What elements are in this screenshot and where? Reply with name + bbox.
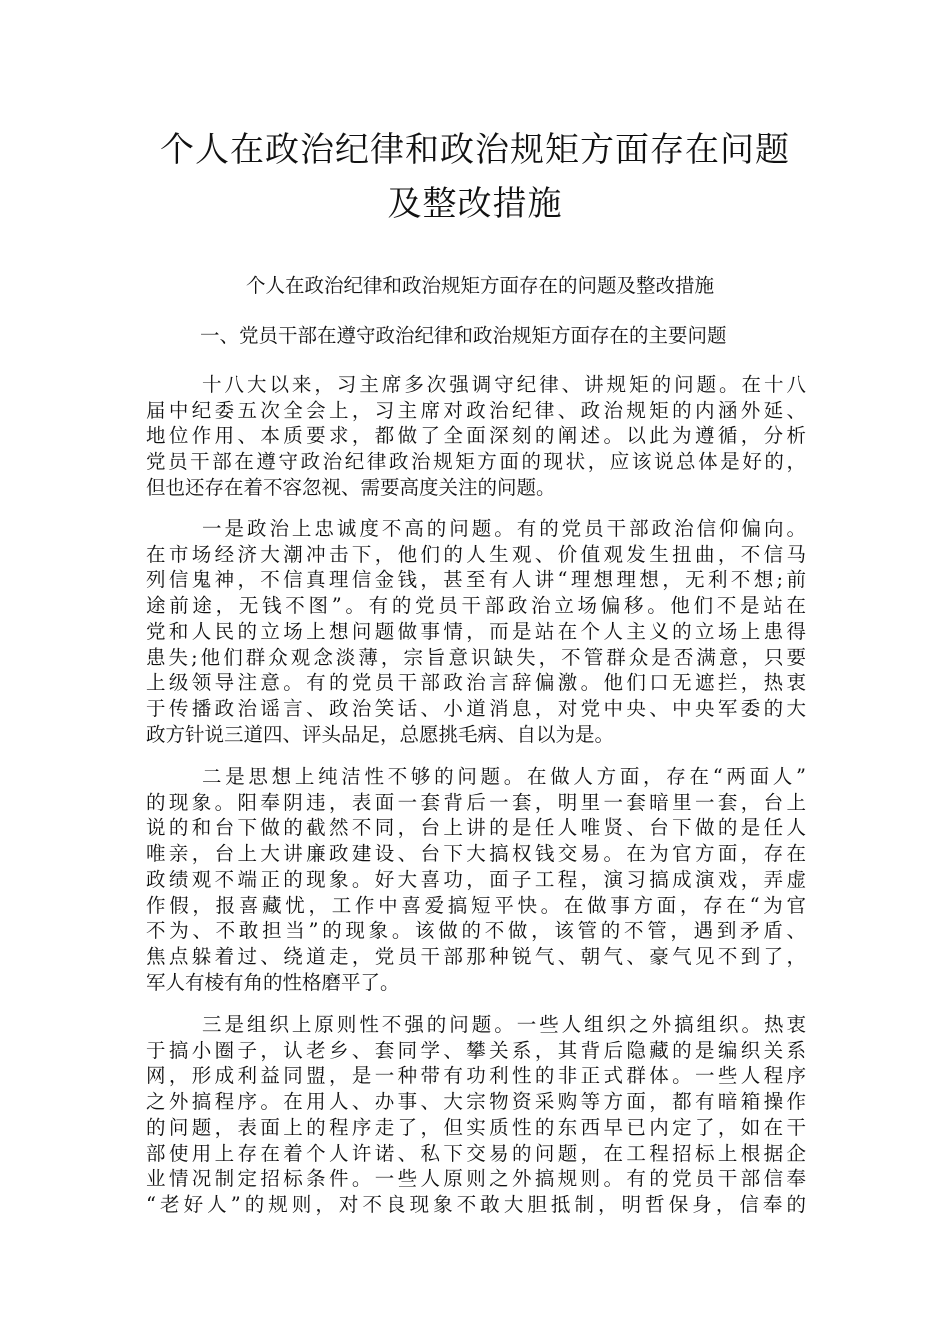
paragraph-line: 地位作用、本质要求，都做了全面深刻的阐述。以此为遵循，分析	[146, 424, 806, 448]
document-subtitle: 个人在政治纪律和政治规矩方面存在的问题及整改措施	[246, 274, 715, 297]
document-title-line2: 及整改措施	[387, 184, 563, 224]
paragraph-4	[146, 1012, 806, 1218]
paragraph-line: 党员干部在遵守政治纪律政治规矩方面的现状，应该说总体是好的，	[146, 450, 806, 474]
paragraph-line: 政绩观不端正的现象。好大喜功，面子工程，演习搞成演戏，弄虚	[146, 867, 806, 891]
paragraph-line: 军人有棱有角的性格磨平了。	[146, 970, 400, 994]
paragraph-line: 但也还存在着不容忽视、需要高度关注的问题。	[146, 475, 556, 499]
paragraph-line: 业情况制定招标条件。一些人原则之外搞规则。有的党员干部信奉	[146, 1167, 806, 1191]
paragraph-line: 网，形成利益同盟，是一种带有功利性的非正式群体。一些人程序	[146, 1064, 806, 1088]
paragraph-line: 之外搞程序。在用人、办事、大宗物资采购等方面，都有暗箱操作	[146, 1090, 806, 1114]
paragraph-line: 作假，报喜藏忧，工作中喜爱搞短平快。在做事方面，存在“为官	[146, 893, 806, 917]
paragraph-line: 一是政治上忠诚度不高的问题。有的党员干部政治信仰偏向。	[202, 517, 806, 540]
paragraph-line: 于传播政治谣言、政治笑话、小道消息，对党中央、中央军委的大	[146, 696, 806, 720]
paragraph-line: 的现象。阳奉阴违，表面一套背后一套，明里一套暗里一套，台上	[146, 790, 806, 814]
paragraph-line: 二是思想上纯洁性不够的问题。在做人方面，存在“两面人”	[202, 765, 806, 788]
document-title-line1: 个人在政治纪律和政治规矩方面存在问题	[160, 130, 790, 170]
paragraph-line: 党和人民的立场上想问题做事情，而是站在个人主义的立场上患得	[146, 619, 806, 643]
section-heading: 一、党员干部在遵守政治纪律和政治规矩方面存在的主要问题	[200, 324, 727, 347]
paragraph-line: 政方针说三道四、评头品足，总愿挑毛病、自以为是。	[146, 722, 615, 746]
paragraph-line: 说的和台下做的截然不同，台上讲的是任人唯贤、台下做的是任人	[146, 816, 806, 840]
paragraph-line: 焦点躲着过、绕道走，党员干部那种锐气、朝气、豪气见不到了，	[146, 944, 806, 968]
paragraph-line: 列信鬼神，不信真理信金钱，甚至有人讲“理想理想，无利不想;前	[146, 568, 806, 592]
paragraph-line: 部使用上存在着个人许诺、私下交易的问题，在工程招标上根据企	[146, 1141, 806, 1165]
paragraph-line: 的问题，表面上的程序走了，但实质性的东西早已内定了，如在干	[146, 1115, 806, 1139]
paragraph-1	[146, 372, 806, 501]
paragraph-line: 途前途，无钱不图”。有的党员干部政治立场偏移。他们不是站在	[146, 594, 806, 618]
paragraph-line: 不为、不敢担当”的现象。该做的不做，该管的不管，遇到矛盾、	[146, 919, 806, 943]
paragraph-line: 在市场经济大潮冲击下，他们的人生观、价值观发生扭曲，不信马	[146, 542, 806, 566]
paragraph-line: 上级领导注意。有的党员干部政治言辞偏激。他们口无遮拦，热衷	[146, 671, 806, 695]
paragraph-line: 十八大以来，习主席多次强调守纪律、讲规矩的问题。在十八	[202, 373, 806, 396]
paragraph-line: “老好人”的规则，对不良现象不敢大胆抵制，明哲保身，信奉的	[146, 1192, 806, 1216]
paragraph-line: 于搞小圈子，认老乡、套同学、攀关系，其背后隐藏的是编织关系	[146, 1038, 806, 1062]
paragraph-3	[146, 764, 806, 995]
paragraph-line: 届中纪委五次全会上，习主席对政治纪律、政治规矩的内涵外延、	[146, 398, 806, 422]
paragraph-line: 唯亲，台上大讲廉政建设、台下大搞权钱交易。在为官方面，存在	[146, 842, 806, 866]
paragraph-line: 三是组织上原则性不强的问题。一些人组织之外搞组织。热衷	[202, 1013, 806, 1036]
paragraph-2	[146, 516, 806, 747]
paragraph-line: 患失;他们群众观念淡薄，宗旨意识缺失，不管群众是否满意，只要	[146, 645, 806, 669]
